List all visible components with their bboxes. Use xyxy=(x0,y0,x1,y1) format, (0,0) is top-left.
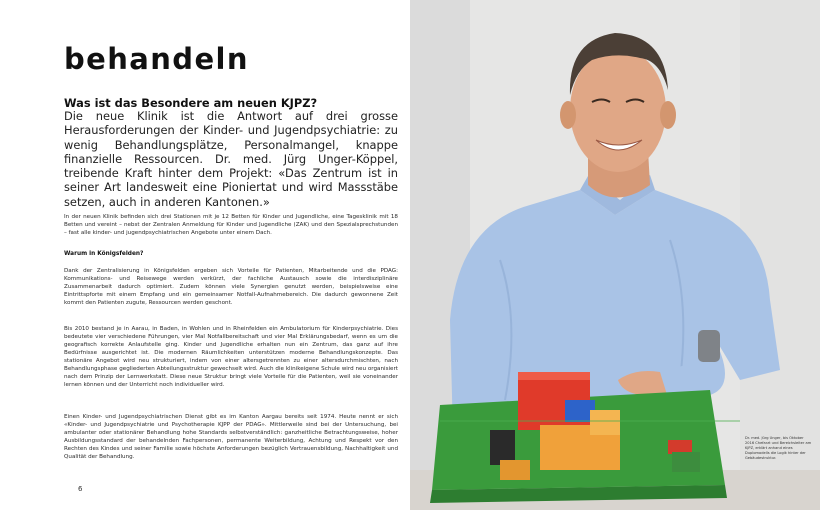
portrait-photo xyxy=(410,0,820,510)
lead-paragraph: Die neue Klinik ist die Antwort auf drei grosse Herausforderungen der Kinder- und Jugendpsychiatrie: zu wenig Behandlungsplätze, Personalmangel, knappe finanzielle Ressourcen. Dr. med. Jürg Unger-Köppel, treibende Kraft hinter dem Projekt: «Das Zentrum ist in seiner Art landesweit eine Pioniertat und wird Massstäbe setzen, auch in anderen Kantonen.» xyxy=(64,109,398,209)
page-number: 6 xyxy=(78,485,83,493)
photo-caption: Dr. med. Jürg Unger, bis Oktober 2016 Chefarzt und Bereichsleiter am KJPZ, erklärt anhand eines Duplomodells die Logik hinter der Gebäudestruktur. xyxy=(745,436,812,460)
face xyxy=(570,48,666,172)
subheading: Warum in Königsfelden? xyxy=(64,251,144,257)
section-heading: Was ist das Besondere am neuen KJPZ? xyxy=(64,96,318,110)
body-paragraph-2: Dank der Zentralisierung in Königsfelden ergeben sich Vorteile für Patienten, Mitarbeitende und die PDAG: Kommunikations- und Reisewege werden verkürzt, der fachliche Austausch sowie die interdisziplinäre Zusammenarbeit dadurch optimiert. Zudem können viele Synergien genutzt werden, beispielsweise eine Eintrittspforte mit einem Empfang und ein gemeinsamer Notfall-Aufnahmebereich. Die dadurch gewonnene Zeit kommt den Patienten zugute, Ressourcen werden geschont. xyxy=(64,268,398,307)
page-title: behandeln xyxy=(64,42,249,76)
body-paragraph-4: Einen Kinder- und Jugendpsychiatrischen Dienst gibt es im Kanton Aargau bereits seit 1974. Heute nennt er sich «Kinder- und Jugendpsychiatrie und Psychotherapie KJPP der PDAG». Mittlerweile sind bei der Untersuchung, bei ambulanter oder stationärer Behandlung hohe Standards selbstverständlich: ganzheitliche Betrachtungsweise, hoher Ausbildungsstandard der behandelnden Fachpersonen, permanente Weiterbildung, Achtung und Respekt vor den Rechten des Kindes und seiner Familie sowie höchste Anforderungen bezüglich Vertrauensbildung, Nachhaltigkeit und Qualität der Behandlung. xyxy=(64,414,398,461)
photo-illustration xyxy=(410,0,820,510)
watch xyxy=(698,330,720,362)
body-paragraph-3: Bis 2010 bestand je in Aarau, in Baden, in Wohlen und in Rheinfelden ein Ambulatorium für Kinderpsychiatrie. Dies bedeutete vier verschiedene Führungen, vier Mal Notfallbereitschaft und vier Mal Erklärungsbedarf, wenn es um die geografisch korrekte Anlaufstelle ging. Kinder und Jugendliche erhalten nun ein Zentrum, das ganz auf ihre Bedürfnisse ausgerichtet ist. Die modernen Räumlichkeiten unterstützen moderne Behandlungskonzepte. Das stationäre Angebot wird neu strukturiert, indem von einer altersgetrennten zu einer altersdurchmischten, nach Behandlungsphase gegliederten Abteilungsstruktur gewechselt wird. Auch die klinikeigene Schule wird neu organisiert nach dem Prinzip der Lernwerkstatt. Diese neue Struktur bringt viele Vorteile für die Patienten, weil sie voneinander lernen können und der Unterricht noch individueller wird. xyxy=(64,326,398,389)
lego-black-brick xyxy=(490,430,515,465)
body-paragraph-1: In der neuen Klinik befinden sich drei Stationen mit je 12 Betten für Kinder und Jugendliche, eine Tagesklinik mit 18 Betten und vereint – nebst der Zentralen Anmeldung für Kinder und Jugendliche (ZAK) und den Spezialsprechstunden – fast alle kinder- und jugendpsychiatrischen Angebote unter einem Dach. xyxy=(64,214,398,237)
